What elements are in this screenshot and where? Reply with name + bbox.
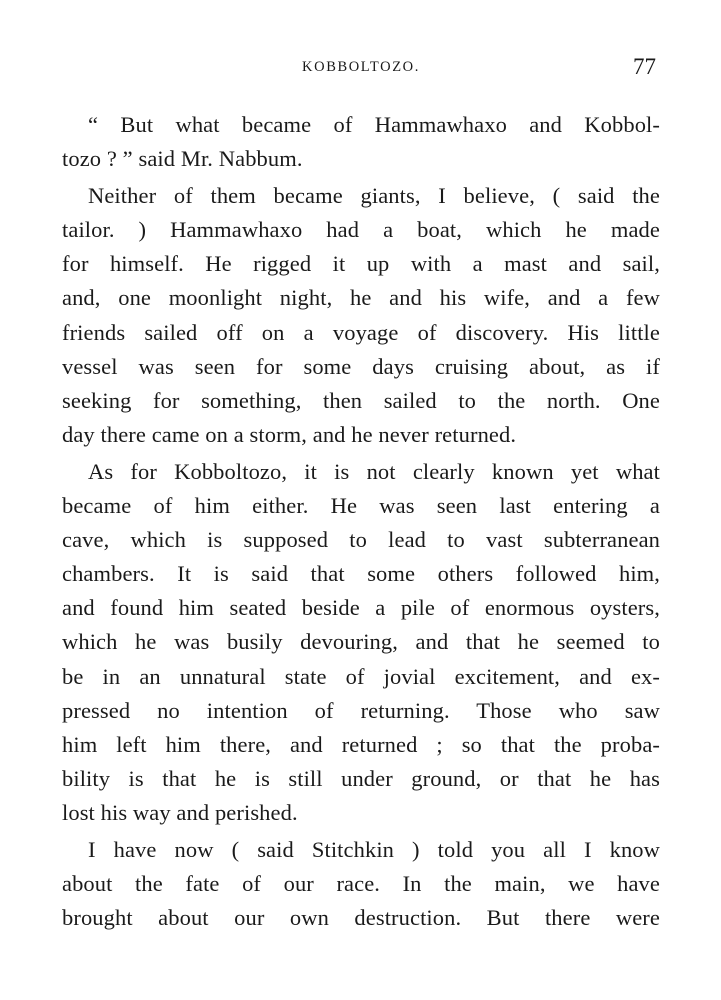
text-line: for himself. He rigged it up with a mast and sail, (62, 251, 660, 277)
text-line: lost his way and perished. (62, 799, 298, 825)
text-line: chambers. It is said that some others followed him, (62, 561, 660, 587)
text-line: vessel was seen for some days cruising about, as if (62, 353, 660, 379)
text-line: day there came on a storm, and he never returned. (62, 421, 517, 447)
text-line: and found him seated beside a pile of enormous oysters, (62, 595, 660, 621)
text-line: seeking for something, then sailed to the north. One (62, 387, 660, 413)
text-line: bility is that he is still under ground, or that he has (62, 765, 660, 791)
running-title: KOBBOLTOZO. (302, 59, 420, 75)
running-head (62, 56, 660, 82)
text-line: him left him there, and returned ; so that the proba- (62, 731, 660, 757)
text-line: Neither of them became giants, I believe, ( said the (88, 183, 660, 209)
text-line: brought about our own destruction. But there were (62, 905, 660, 931)
text-line: I have now ( said Stitchkin ) told you all I know (88, 836, 660, 862)
text-line: tailor. ) Hammawhaxo had a boat, which he made (62, 217, 660, 243)
text-line: cave, which is supposed to lead to vast subterranean (62, 527, 660, 553)
paragraph (62, 108, 660, 176)
paragraph (62, 179, 660, 452)
text-line: As for Kobboltozo, it is not clearly known yet what (88, 458, 660, 484)
text-line: friends sailed off on a voyage of discovery. His little (62, 319, 660, 345)
text-line: became of him either. He was seen last entering a (62, 493, 660, 519)
text-line: pressed no intention of returning. Those who saw (62, 697, 660, 723)
page-number: 77 (633, 54, 656, 79)
text-line: which he was busily devouring, and that he seemed to (62, 629, 660, 655)
text-line: “ But what became of Hammawhaxo and Kobbol- (88, 112, 660, 137)
paragraph (62, 833, 660, 935)
text-line: tozo ? ” said Mr. Nabbum. (62, 146, 303, 172)
text-line: and, one moonlight night, he and his wife, and a few (62, 285, 660, 311)
text-line: about the fate of our race. In the main, we have (62, 871, 660, 897)
text-line: be in an unnatural state of jovial excitement, and ex- (62, 663, 660, 689)
body-text (62, 108, 660, 935)
paragraph (62, 455, 660, 830)
